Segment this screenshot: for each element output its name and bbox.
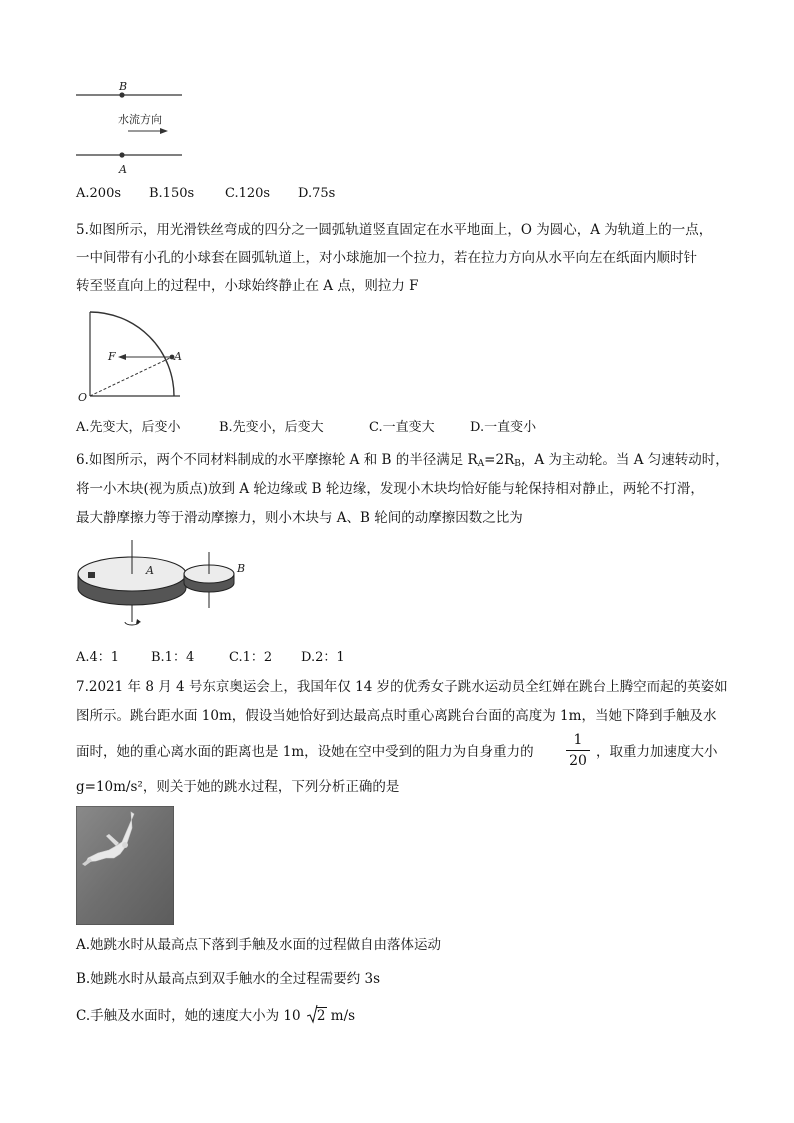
fraction-1-20	[566, 731, 590, 770]
wheel-label-a: A	[146, 564, 154, 577]
sqrt-sign-icon	[307, 1004, 318, 1024]
river-figure	[74, 78, 184, 178]
q6-option-d[interactable]: D.2：1	[301, 650, 345, 665]
wood-block-icon	[88, 572, 95, 578]
q7-option-b[interactable]: B.她跳水时从最高点到双手触水的全过程需要约 3s	[76, 971, 381, 987]
q6-option-a[interactable]: A.4：1	[76, 650, 120, 665]
q5-option-a[interactable]: A.先变大，后变小	[76, 420, 181, 435]
q6-stem-line-3: 最大静摩擦力等于滑动摩擦力，则小木块与 A、B 轮间的动摩擦因数之比为	[76, 510, 523, 526]
q4-option-c[interactable]: C.120s	[225, 186, 271, 201]
q7-option-c-unit: m/s	[330, 1008, 356, 1024]
q5-option-b[interactable]: B.先变小，后变大	[219, 420, 324, 435]
q5-stem-line-3: 转至竖直向上的过程中，小球始终静止在 A 点，则拉力 F	[76, 278, 419, 294]
q6-sub-b: B	[514, 459, 521, 469]
fraction-numerator: 1	[573, 732, 583, 748]
wheel-label-b: B	[237, 562, 246, 575]
q6-sub-a: A	[477, 459, 485, 469]
q7-option-a[interactable]: A.她跳水时从最高点下落到手触及水面的过程做自由落体运动	[76, 937, 442, 953]
q6-line1-part-a: 6.如图所示，两个不同材料制成的水平摩擦轮 A 和 B 的半径满足 R	[76, 452, 478, 468]
sqrt-radicand: 2	[316, 1008, 326, 1024]
q6-option-c[interactable]: C.1：2	[229, 650, 273, 665]
force-arrow-icon	[118, 354, 126, 360]
q4-option-d[interactable]: D.75s	[298, 186, 336, 201]
flow-arrow-icon	[160, 128, 168, 134]
q5-option-d[interactable]: D.一直变小	[470, 420, 537, 435]
fraction-denominator: 20	[569, 753, 587, 769]
sqrt-expression	[307, 1006, 327, 1026]
quarter-arc-figure	[76, 308, 196, 404]
q4-option-a[interactable]: A.200s	[76, 186, 122, 201]
flow-direction-label: 水流方向	[118, 113, 162, 126]
q7-stem-line-2: 图所示。跳台距水面 10m，假设当她恰好到达最高点时重心离跳台台面的高度为 1m，当她下降到手触及水	[76, 708, 717, 724]
q6-line1-part-c: ，A 为主动轮。当 A 匀速转动时，	[520, 452, 729, 468]
diver-photo	[76, 806, 174, 925]
q6-stem-line-1	[76, 450, 729, 474]
label-o: O	[78, 391, 88, 404]
label-f: F	[108, 350, 116, 363]
friction-wheels-figure	[74, 538, 274, 636]
q5-stem-line-2: 一中间带有小孔的小球套在圆弧轨道上，对小球施加一个拉力，若在拉力方向从水平向左在纸面内顺时针	[76, 250, 697, 266]
q7-stem-line-4: g=10m/s²，则关于她的跳水过程，下列分析正确的是	[76, 779, 400, 795]
q5-option-c[interactable]: C.一直变大	[369, 420, 435, 435]
q6-option-b[interactable]: B.1：4	[151, 650, 195, 665]
q7-option-c-part-a: C.手触及水面时，她的速度大小为 10	[76, 1008, 301, 1024]
q7-stem-line-1: 7.2021 年 8 月 4 号东京奥运会上，我国年仅 14 岁的优秀女子跳水运动员全红婵在跳台上腾空而起的英姿如	[76, 679, 728, 695]
q7-stem-line-3-part-a: 面时，她的重心离水面的距离也是 1m，设她在空中受到的阻力为自身重力的	[76, 744, 534, 760]
river-label-b: B	[119, 80, 128, 93]
q5-stem-line-1: 5.如图所示，用光滑铁丝弯成的四分之一圆弧轨道竖直固定在水平地面上，O 为圆心，A 为轨道上的一点，	[76, 222, 713, 238]
river-label-a: A	[119, 163, 127, 176]
q7-stem-line-3-part-b: ，取重力加速度大小	[596, 744, 718, 760]
q7-option-c[interactable]	[76, 1006, 355, 1026]
label-a: A	[174, 350, 182, 363]
q6-stem-line-2: 将一小木块(视为质点)放到 A 轮边缘或 B 轮边缘，发现小木块均恰好能与轮保持相对静止，两轮不打滑，	[76, 481, 704, 497]
q4-option-b[interactable]: B.150s	[149, 186, 195, 201]
q6-line1-part-b: =2R	[484, 452, 515, 468]
